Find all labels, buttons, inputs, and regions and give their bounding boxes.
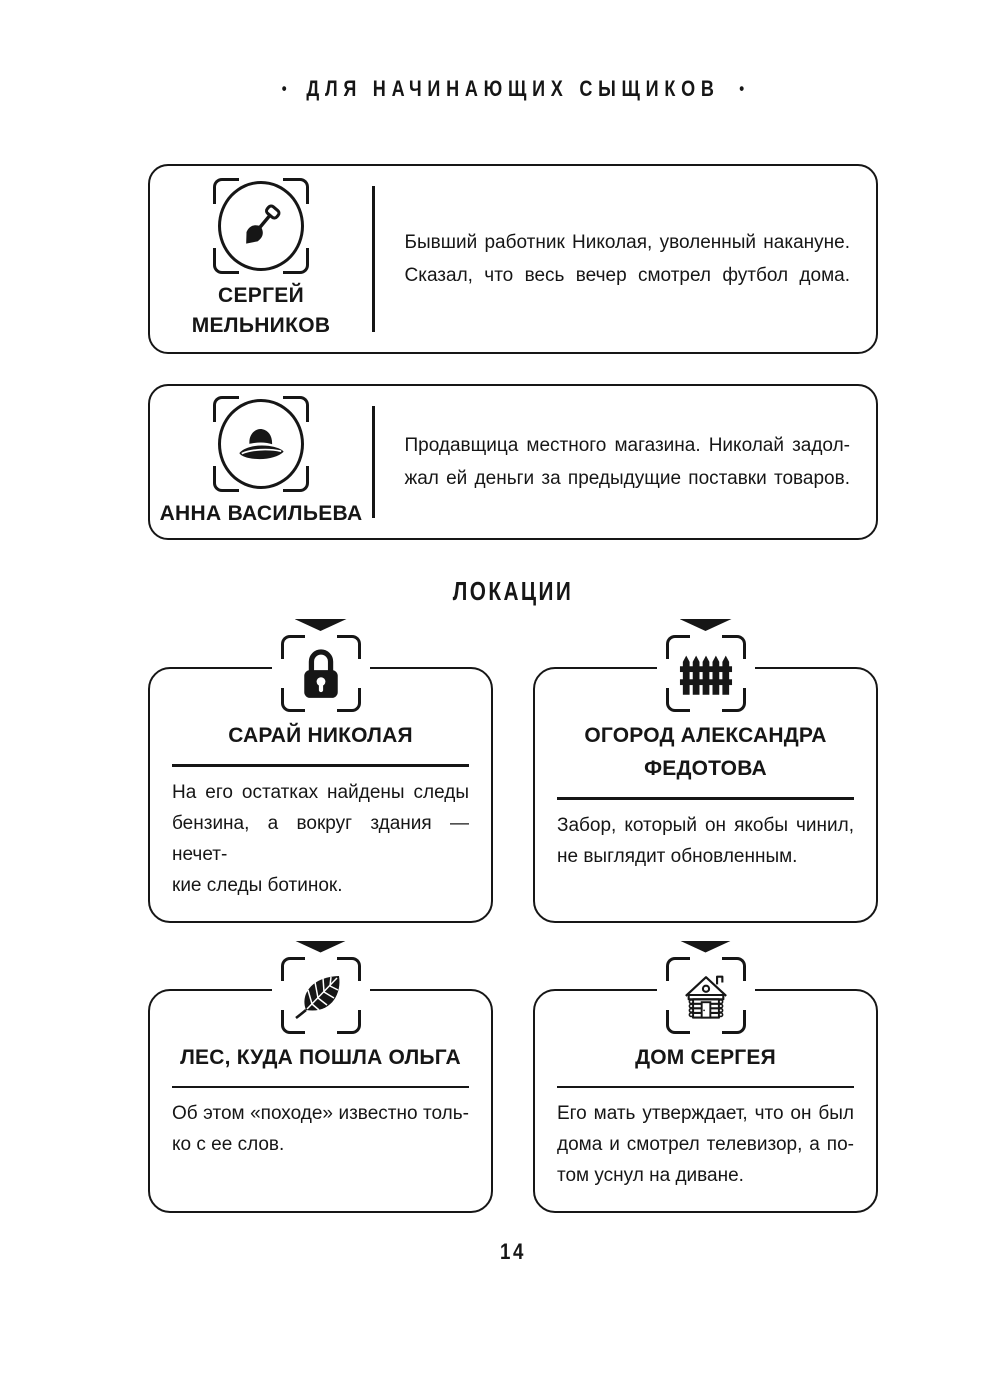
bracket-corner-icon [337,1010,361,1034]
viewfinder-frame [281,635,361,712]
description-line: кие следы ботинок. [172,874,343,896]
location-icon-assembly [272,941,370,1034]
bracket-corner-icon [283,396,309,422]
bracket-corner-icon [213,396,239,422]
description-line: том уснул на диване. [557,1165,744,1186]
bracket-corner-icon [213,248,239,274]
bracket-corner-icon [213,178,239,204]
bracket-corner-icon [666,957,690,981]
header-bullet-left: • [281,79,287,98]
description-line: Об этом «походе» известно толь- [172,1103,469,1124]
bracket-corner-icon [281,688,305,712]
title-rule [557,797,854,800]
pointer-triangle-icon [680,941,732,953]
description-line: ко с ее слов. [172,1134,285,1155]
description-line: Бывший работник Николая, уволенный накануне. [404,232,850,253]
suspect-identity [150,166,372,352]
location-card-dom [533,989,878,1214]
locations-grid [148,667,878,1213]
suspects-list [148,164,878,540]
location-description [170,1098,471,1160]
bracket-corner-icon [666,1010,690,1034]
bracket-corner-icon [666,688,690,712]
viewfinder-frame [281,957,361,1034]
bracket-corner-icon [722,957,746,981]
locations-section-title: ЛОКАЦИИ [452,576,574,606]
location-card-les [148,989,493,1214]
bracket-corner-icon [722,688,746,712]
location-title: ЛЕС, КУДА ПОШЛА ОЛЬГА [180,1045,461,1069]
location-title: САРАЙ НИКОЛАЯ [228,724,413,747]
pointer-triangle-icon [295,619,347,631]
bracket-corner-icon [283,466,309,492]
location-description [555,810,856,872]
location-icon-assembly [272,619,370,712]
description-line: не выглядит обновленным. [557,845,798,867]
description-line: Забор, который он якобы чинил, [557,814,854,836]
bracket-corner-icon [337,957,361,981]
viewfinder-frame [666,957,746,1034]
location-description [170,777,471,901]
bracket-corner-icon [281,1010,305,1034]
header-title: ДЛЯ НАЧИНАЮЩИХ СЫЩИКОВ [306,76,720,101]
title-rule [172,1086,469,1089]
description-line: Его мать утверждает, что он был [557,1103,854,1124]
bracket-corner-icon [337,635,361,659]
shovel-icon [236,201,286,251]
viewfinder-frame [213,396,309,492]
hat-icon [235,422,287,466]
bracket-corner-icon [281,635,305,659]
location-description [555,1098,856,1191]
header-bullet-right: • [739,79,745,98]
bracket-corner-icon [283,178,309,204]
location-title: ДОМ СЕРГЕЯ [635,1045,776,1069]
pointer-triangle-icon [680,619,732,631]
description-line: Сказал, что весь вечер смотрел футбол дома. [404,265,850,286]
viewfinder-frame [666,635,746,712]
location-title: ОГОРОД АЛЕКСАНДРА ФЕДОТОВА [584,724,827,780]
bracket-corner-icon [722,635,746,659]
suspect-card-anna [148,384,878,540]
suspect-name: АННА ВАСИЛЬЕВА [159,501,363,525]
location-icon-assembly [657,619,755,712]
description-line: дома и смотрел телевизор, а по- [557,1134,854,1155]
description-line: бензина, а вокруг здания — нечет- [172,812,469,865]
location-icon-assembly [657,941,755,1034]
suspect-description [375,386,877,538]
suspect-card-sergey [148,164,878,354]
bracket-corner-icon [281,957,305,981]
bracket-corner-icon [722,1010,746,1034]
suspect-identity [150,386,372,538]
bracket-corner-icon [283,248,309,274]
bracket-corner-icon [337,688,361,712]
location-card-ogorod [533,667,878,923]
page-number: 14 [500,1239,526,1264]
description-line: жал ей деньги за предыдущие поставки товаров. [404,468,850,489]
title-rule [557,1086,854,1089]
location-card-saray [148,667,493,923]
description-line: Продавщица местного магазина. Николай задол- [404,435,850,456]
suspect-name: СЕРГЕЙ МЕЛЬНИКОВ [191,283,331,337]
content-column [148,76,878,1265]
viewfinder-frame [213,178,309,274]
suspect-description [375,166,877,352]
bracket-corner-icon [213,466,239,492]
pointer-triangle-icon [295,941,347,953]
description-line: На его остатках найдены следы [172,781,469,803]
book-page [0,76,986,1375]
title-rule [172,764,469,767]
running-header [214,76,813,102]
bracket-corner-icon [666,635,690,659]
